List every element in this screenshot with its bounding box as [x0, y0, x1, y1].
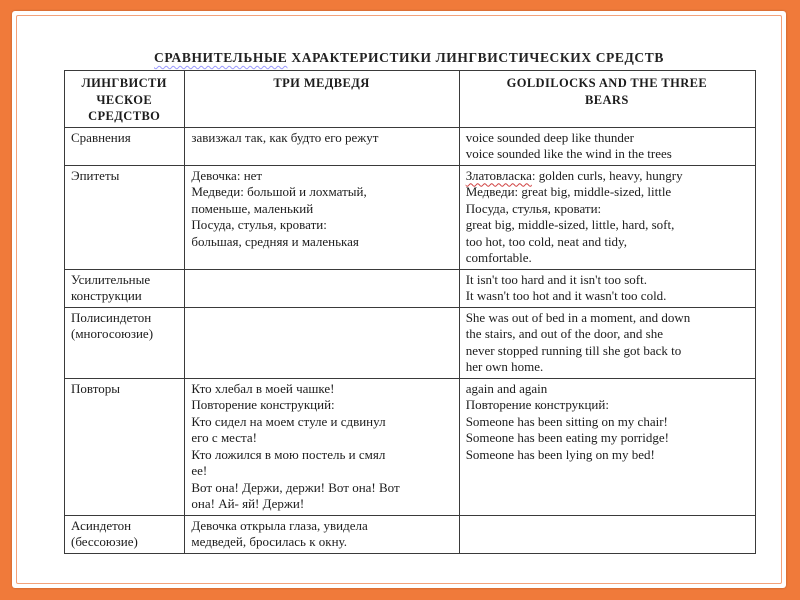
title-first-word: СРАВНИТЕЛЬНЫЕ [154, 50, 288, 65]
cell-line: the stairs, and out of the door, and she [465, 326, 664, 341]
header-russian-text: ТРИ МЕДВЕДЯ [273, 76, 370, 90]
header-device-line: СРЕДСТВО [88, 109, 161, 123]
cell-russian [185, 127, 459, 165]
cell-line: too hot, too cold, neat and tidy, [465, 233, 627, 249]
cell-device [65, 127, 185, 165]
cell-line: again and again [465, 380, 548, 396]
cell-device [65, 307, 185, 378]
cell-english [459, 307, 755, 378]
cell-line: voice sounded deep like thunder [465, 129, 634, 145]
cell-device [65, 378, 185, 515]
cell-line: voice sounded like the wind in the trees [465, 146, 672, 161]
cell-line: Повторы [71, 380, 120, 396]
cell-russian [185, 165, 459, 269]
table-row [65, 165, 756, 269]
cell-line: большая, средняя и маленькая [191, 233, 359, 249]
cell-line: Посуда, стулья, кровати: [465, 200, 602, 216]
cell-line: her own home. [465, 359, 544, 374]
cell-line: медведей, бросилась к окну. [191, 534, 347, 549]
header-russian [185, 71, 459, 128]
cell-line: Кто сидел на моем стуле и сдвинул [191, 413, 386, 429]
cell-line: его с места! [191, 430, 257, 445]
cell-russian [185, 378, 459, 515]
cell-line: Медведи: great big, middle-sized, little [465, 184, 672, 199]
cell-device [65, 269, 185, 307]
cell-line: Девочка открыла глаза, увидела [191, 517, 368, 533]
cell-device [65, 165, 185, 269]
cell-english [459, 515, 755, 553]
cell-line: (бессоюзие) [71, 534, 138, 549]
cell-line: Someone has been lying on my bed! [465, 446, 655, 462]
header-english-line: BEARS [585, 92, 629, 107]
cell-line: Асиндетон [71, 517, 132, 533]
cell-line [466, 168, 748, 185]
cell-line: It isn't too hard and it isn't too soft. [465, 271, 647, 287]
cell-english [459, 127, 755, 165]
cell-english [459, 165, 755, 269]
cell-line: She was out of bed in a moment, and down [465, 309, 691, 325]
cell-line: great big, middle-sized, little, hard, soft, [465, 217, 675, 232]
cell-line: Someone has been sitting on my chair! [465, 413, 668, 429]
cell-line: Полисиндетон [71, 309, 152, 325]
cell-line: Someone has been eating my porridge! [465, 430, 669, 445]
cell-line: Кто хлебал в моей чашке! [191, 380, 335, 396]
title-rest: ХАРАКТЕРИСТИКИ ЛИНГВИСТИЧЕСКИХ СРЕДСТВ [287, 50, 664, 65]
cell-line: never stopped running till she got back to [465, 342, 682, 358]
cell-line: Повторение конструкций: [465, 397, 609, 412]
table-row [65, 269, 756, 307]
slide-content [47, 47, 761, 583]
cell-english [459, 269, 755, 307]
table-row [65, 127, 756, 165]
cell-line: Усилительные [71, 271, 151, 287]
cell-line: конструкции [71, 288, 142, 303]
cell-russian [185, 307, 459, 378]
cell-line: завизжал так, как будто его режут [191, 129, 379, 145]
cell-line: Кто ложился в мою постель и смял [191, 446, 386, 462]
header-english-line: GOLDILOCKS AND THE THREE [506, 76, 708, 90]
cell-english [459, 378, 755, 515]
cell-line: Посуда, стулья, кровати: [191, 217, 327, 232]
cell-line: Вот она! Держи, держи! Вот она! Вот [191, 479, 400, 495]
cell-line: Сравнения [71, 129, 131, 145]
cell-russian [185, 269, 459, 307]
cell-line: (многосоюзие) [71, 326, 154, 341]
table-header-row [65, 71, 756, 128]
cell-line: Медведи: большой и лохматый, [191, 184, 367, 199]
cell-line: It wasn't too hot and it wasn't too cold. [465, 288, 667, 303]
cell-line: ее! [191, 463, 208, 478]
cell-russian [185, 515, 459, 553]
cell-line-rest: : golden curls, heavy, hungry [531, 167, 683, 183]
header-device-line: ЧЕСКОЕ [96, 92, 153, 107]
cell-line: comfortable. [465, 250, 532, 265]
table-row [65, 378, 756, 515]
header-device [65, 71, 185, 128]
header-device-line: ЛИНГВИСТИ [81, 76, 167, 90]
table-row [65, 515, 756, 553]
cell-line: Повторение конструкций: [191, 397, 335, 412]
cell-line: поменьше, маленький [191, 200, 314, 216]
slide-frame [12, 11, 786, 588]
table-row [65, 307, 756, 378]
comparison-table [64, 70, 756, 554]
cell-device [65, 515, 185, 553]
cell-line: Девочка: нет [191, 167, 263, 183]
page-title [47, 47, 761, 69]
spellcheck-word: Златовласка [465, 167, 532, 183]
header-english [459, 71, 755, 128]
cell-line: она! Ай- яй! Держи! [191, 496, 305, 511]
cell-line: Эпитеты [71, 167, 120, 183]
